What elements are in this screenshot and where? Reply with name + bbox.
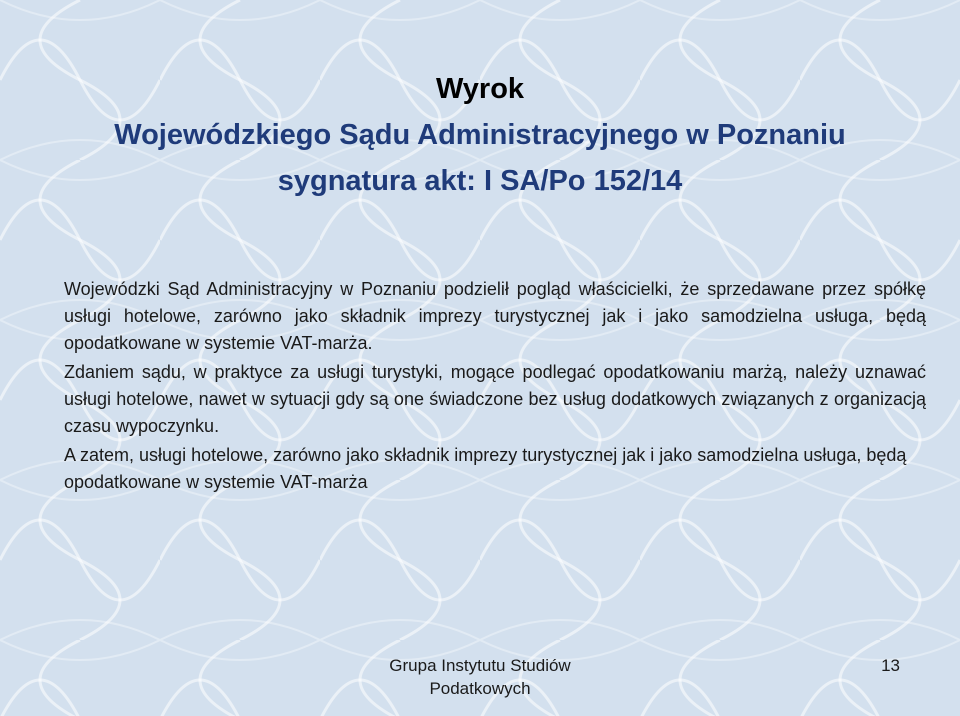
slide-body	[64, 276, 926, 498]
title-line-2: Wojewódzkiego Sądu Administracyjnego w Poznaniu	[114, 119, 846, 151]
paragraph-3: A zatem, usługi hotelowe, zarówno jako składnik imprezy turystycznej jak i jako samodzielna usługa, będą opodatkowane w systemie VAT-marża	[64, 445, 907, 492]
footer-org-line-1: Grupa Instytutu Studiów	[389, 656, 571, 675]
page-number: 13	[881, 656, 900, 675]
paragraph-2: Zdaniem sądu, w praktyce za usługi turystyki, mogące podlegać opodatkowaniu marżą, należy uznawać usługi hotelowe, nawet w sytuacji gdy są one świadczone bez usług dodatkowych związanych z organizacją czasu wypoczynku.	[64, 362, 926, 436]
title-line-1: Wyrok	[435, 73, 525, 105]
footer-organization	[350, 654, 610, 700]
title-line-3: sygnatura akt: I SA/Po 152/14	[277, 165, 683, 197]
slide-title	[40, 66, 920, 204]
paragraph-1: Wojewódzki Sąd Administracyjny w Poznaniu podzielił pogląd właścicielki, że sprzedawane przez spółkę usługi hotelowe, zarówno jako składnik imprezy turystycznej jak i jako samodzielna usługa, będą opodatkowane w systemie VAT-marża.	[64, 279, 926, 353]
footer-org-line-2: Podatkowych	[429, 679, 531, 698]
